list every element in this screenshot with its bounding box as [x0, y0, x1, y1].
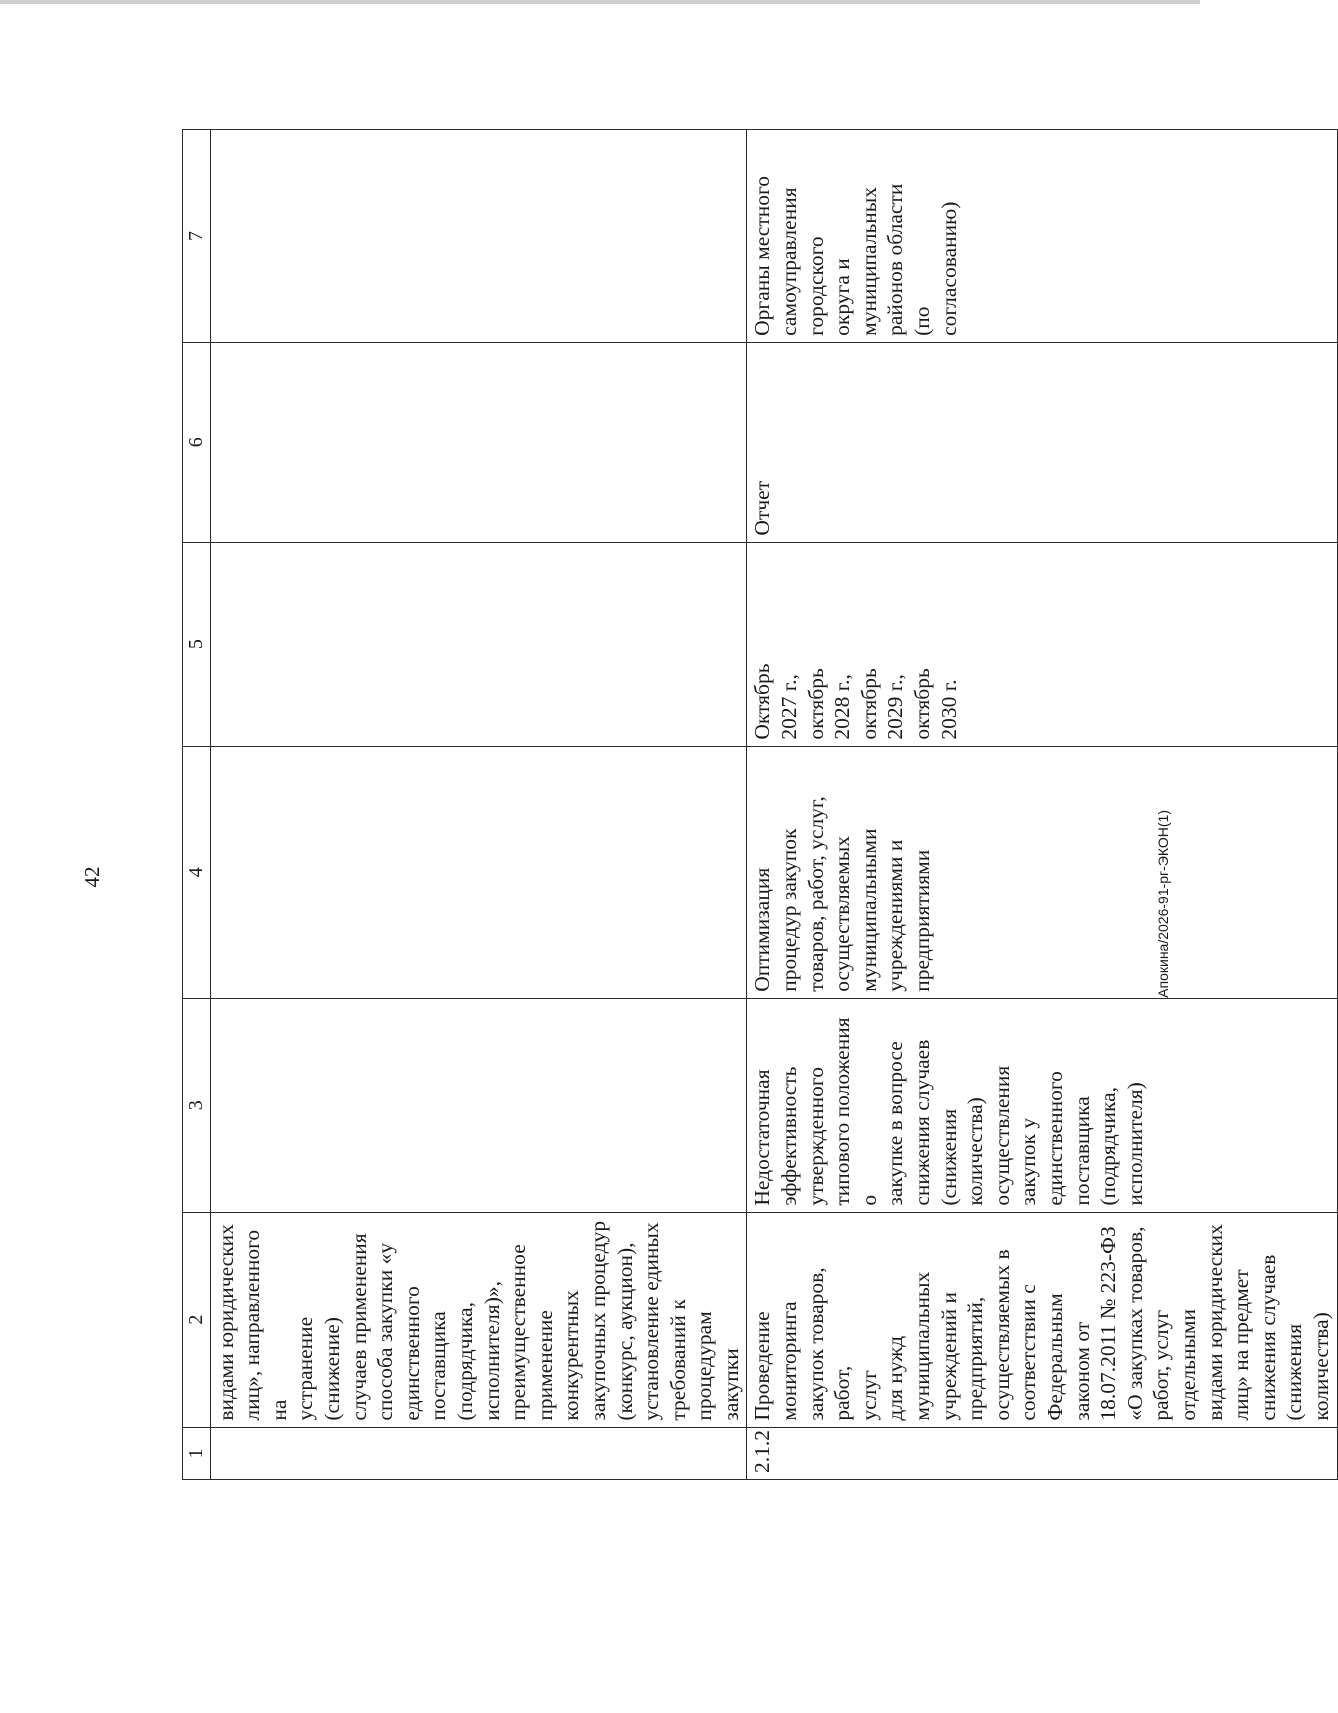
result-cell — [210, 746, 747, 998]
measure-cell — [210, 1212, 747, 1427]
document-code: Апокина/2026-91-рг-ЭКОН(1) — [1155, 810, 1171, 998]
table-header-row — [183, 130, 211, 1480]
header-cell-1: 1 — [183, 1427, 211, 1479]
page-number: 42 — [80, 866, 104, 888]
responsible-cell — [747, 130, 1337, 343]
responsible-cell — [210, 130, 747, 343]
scan-edge — [0, 0, 1200, 4]
indicator-text: Отчет — [750, 480, 775, 536]
deadline-text: Октябрь 2027 г., октябрь 2028 г., октябрь 2029 г., октябрь 2030 г. — [750, 663, 961, 740]
responsible-text: Органы местного самоуправления городского округа и муниципальных районов области (по согласованию) — [750, 176, 961, 336]
row-number-cell — [747, 1427, 1337, 1479]
header-cell-3: 3 — [183, 998, 211, 1212]
problem-text: Недостаточная эффективность утвержденного типового положения о закупке в вопросе снижения случаев (снижения количества) осуществления закупок у единственного поставщика (подрядчика, исполнителя) — [750, 1017, 1147, 1206]
row-number: 2.1.2 — [750, 1430, 775, 1473]
header-cell-6: 6 — [183, 342, 211, 542]
measure-text: видами юридических лиц», направленного на устранение (снижение) случаев применения способа закупки «у единственного поставщика (подрядчика, исполнителя)», преимущественное применение конкурентных закупочных процедур (конкурс, аукцион), установление единых требований к процедурам закупки — [213, 1220, 743, 1421]
indicator-cell — [747, 342, 1337, 542]
measures-table — [182, 129, 1338, 1480]
row-number-cell — [210, 1427, 747, 1479]
deadline-cell — [747, 542, 1337, 746]
problem-cell — [210, 998, 747, 1212]
result-cell — [747, 746, 1337, 998]
deadline-cell — [210, 542, 747, 746]
header-cell-2: 2 — [183, 1212, 211, 1427]
indicator-cell — [210, 342, 747, 542]
header-cell-4: 4 — [183, 746, 211, 998]
result-text: Оптимизация процедур закупок товаров, работ, услуг, осуществляемых муниципальными учреждениями и предприятиями — [750, 796, 935, 992]
header-cell-7: 7 — [183, 130, 211, 343]
header-cell-5: 5 — [183, 542, 211, 746]
table-row — [747, 130, 1337, 1480]
measure-text: Проведение мониторинга закупок товаров, работ, услуг для нужд муниципальных учреждений и предприятий, осуществляемых в соответствии с Федеральным законом от 18.07.2011 № 223-ФЗ «О закупках товаров, работ, услуг отдельными видами юридических лиц» на предмет снижения случаев (снижения количества) — [750, 1224, 1333, 1421]
measure-cell — [747, 1212, 1337, 1427]
table-row — [210, 130, 747, 1480]
problem-cell — [747, 998, 1337, 1212]
